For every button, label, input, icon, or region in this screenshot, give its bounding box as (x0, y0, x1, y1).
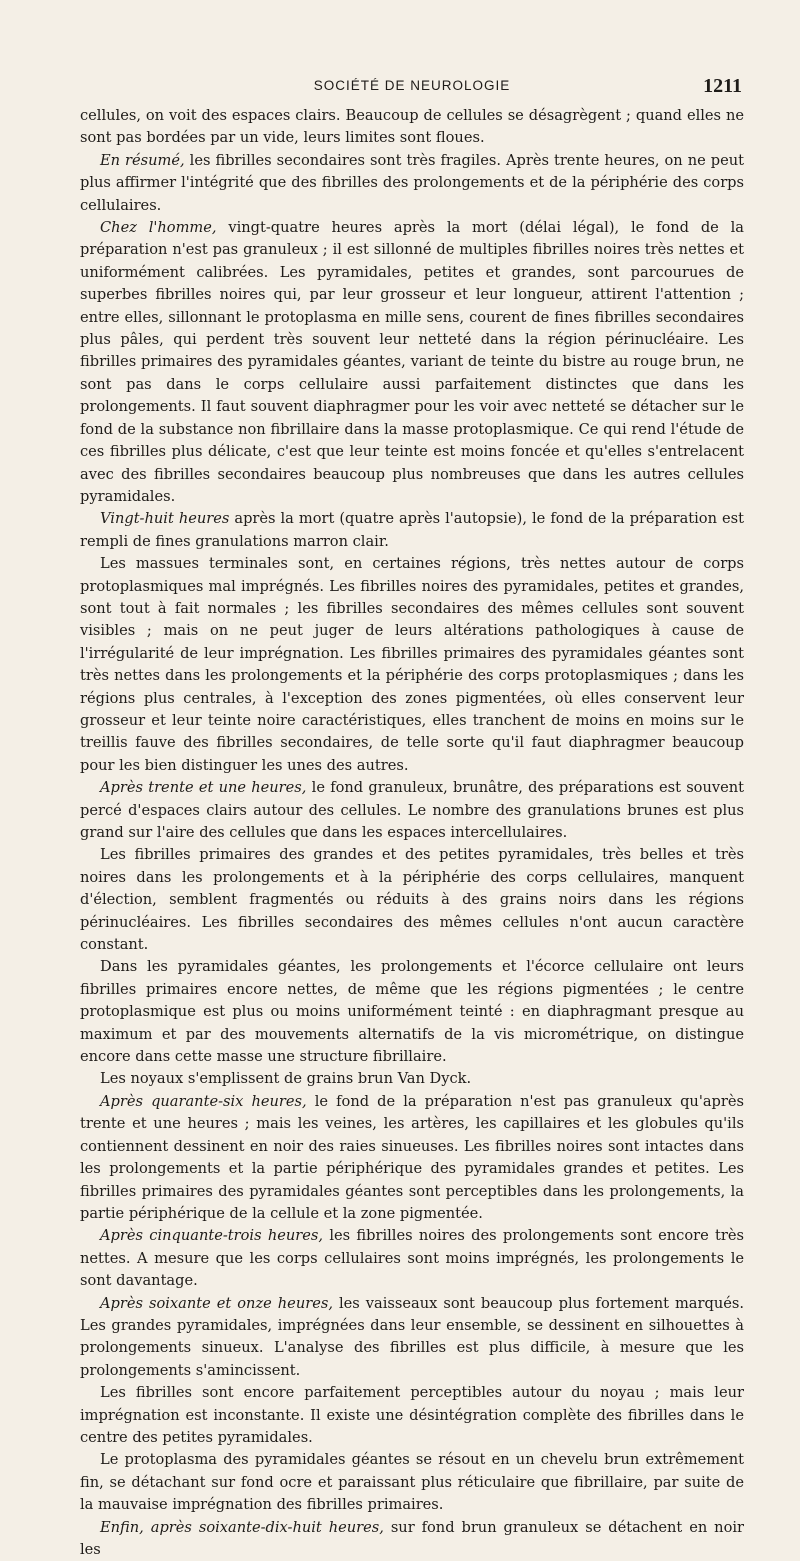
paragraph (80, 777, 744, 844)
paragraph (80, 1517, 744, 1561)
paragraph-text: vingt-quatre heures après la mort (délai légal), le fond de la préparation n'est pas granuleux ; il est sillonné de multiples fibrilles noires très nettes et uniformément calibrées. Les pyramidales, petites et grandes, sont parcourues de superbes fibrilles noires qui, par leur grosseur et leur longueur, attirent l'attention ; entre elles, sillonnant le protoplasma en mille sens, courent de fines fibrilles secondaires plus pâles, qui perdent très souvent leur netteté dans la région périnucléaire. Les fibrilles primaires des pyramidales géantes, variant de teinte du bistre au rouge brun, ne sont pas dans le corps cellulaire aussi parfaitement distinctes que dans les prolongements. Il faut souvent diaphragmer pour les voir avec netteté se détacher sur le fond de la substance non fibrillaire dans la masse protoplasmique. Ce qui rend l'étude de ces fibrilles plus délicate, c'est que leur teinte est moins foncée et qu'elles s'entrelacent avec des fibrilles secondaires beaucoup plus nombreuses que dans les autres cellules pyramidales. (80, 219, 744, 505)
paragraph (80, 1068, 744, 1090)
running-title: SOCIÉTÉ DE NEUROLOGIE (313, 78, 511, 93)
paragraph-lead: Après cinquante-trois heures, (100, 1227, 324, 1245)
paragraph (80, 844, 744, 956)
paragraph-lead: En résumé, (100, 151, 185, 169)
paragraph-lead: Enfin, après soixante-dix-huit heures, (100, 1518, 384, 1536)
paragraph-text: les fibrilles noires des prolongements sont encore très nettes. A mesure que les corps cellulaires sont moins imprégnés, les prolongements le sont davantage. (80, 1227, 744, 1290)
paragraph-text: après la mort (quatre après l'autopsie), le fond de la préparation est rempli de fines granulations marron clair. (80, 510, 744, 550)
paragraph (80, 1449, 744, 1516)
paragraph-text: les fibrilles secondaires sont très fragiles. Après trente heures, on ne peut plus affirmer l'intégrité que des fibrilles des prolongements et de la périphérie des corps cellulaires. (80, 151, 744, 214)
paragraph-text: le fond de la préparation n'est pas granuleux qu'après trente et une heures ; mais les veines, les artères, les capillaires et les globules qu'ils contiennent dessinent en noir des raies sinueuses. Les fibrilles noires sont intactes dans les prolongements et la partie périphérique des pyramidales grandes et petites. Les fibrilles primaires des pyramidales géantes sont perceptibles dans les prolongements, la partie périphérique de la cellule et la zone pigmentée. (80, 1092, 744, 1222)
paragraph-lead: Après trente et une heures, (100, 779, 307, 797)
paragraph-text: Les fibrilles primaires des grandes et des petites pyramidales, très belles et très noires dans les prolongements et à la périphérie des corps cellulaires, manquent d'élection, semblent fragmentés ou réduits à des grains noirs dans les régions périnucléaires. Les fibrilles secondaires des mêmes cellules n'ont aucun caractère constant. (80, 846, 744, 954)
paragraph (80, 956, 744, 1068)
paragraph-text: Le protoplasma des pyramidales géantes se résout en un chevelu brun extrêmement fin, se détachant sur fond ocre et paraissant plus réticulaire que fibrillaire, par suite de la mauvaise imprégnation des fibrilles primaires. (80, 1451, 744, 1514)
paragraph (80, 1382, 744, 1449)
paragraph-text: cellules, on voit des espaces clairs. Beaucoup de cellules se désagrègent ; quand elles ne sont pas bordées par un vide, leurs limites sont floues. (80, 107, 744, 147)
paragraph (80, 508, 744, 553)
paragraph-text: Les noyaux s'emplissent de grains brun Van Dyck. (100, 1070, 472, 1088)
paragraph (80, 150, 744, 217)
paragraph (80, 1091, 744, 1225)
paragraph-text: les vaisseaux sont beaucoup plus fortement marqués. Les grandes pyramidales, imprégnées dans leur ensemble, se dessinent en silhouettes à prolongements sinueux. L'analyse des fibrilles est plus difficile, à mesure que les prolongements s'amincissent. (80, 1294, 744, 1379)
paragraph (80, 217, 744, 508)
paragraph-text: Dans les pyramidales géantes, les prolongements et l'écorce cellulaire ont leurs fibrilles primaires encore nettes, de même que les régions pigmentées ; le centre protoplasmique est plus ou moins uniformément teinté : en diaphragmant presque au maximum et par des mouvements alternatifs de la vis micrométrique, on distingue encore dans cette masse une structure fibrillaire. (80, 958, 744, 1066)
paragraph-text: Les massues terminales sont, en certaines régions, très nettes autour de corps protoplasmiques mal imprégnés. Les fibrilles noires des pyramidales, petites et grandes, sont tout à fait normales ; les fibrilles secondaires des mêmes cellules sont souvent visibles ; mais on ne peut juger de leurs altérations pathologiques à cause de l'irrégularité de leur imprégnation. Les fibrilles primaires des pyramidales géantes sont très nettes dans les prolongements et la périphérie des corps protoplasmiques ; dans les régions plus centrales, à l'exception des zones pigmentées, où elles conservent leur grosseur et leur teinte noire caractéristiques, elles tranchent de moins en moins sur le treillis fauve des fibrilles secondaires, de telle sorte qu'il faut diaphragmer beaucoup pour les bien distinguer les unes des autres. (80, 555, 744, 774)
article-body (80, 105, 744, 1561)
paragraph-text: le fond granuleux, brunâtre, des préparations est souvent percé d'espaces clairs autour des cellules. Le nombre des granulations brunes est plus grand sur l'aire des cellules que dans les espaces intercellulaires. (80, 779, 745, 841)
paragraph (80, 1225, 744, 1292)
paragraph-lead: Après quarante-six heures, (100, 1092, 307, 1110)
paragraph (80, 105, 744, 150)
page-number: 1211 (703, 75, 742, 97)
page-header (82, 75, 742, 98)
paragraph-text: Les fibrilles sont encore parfaitement perceptibles autour du noyau ; mais leur imprégnation est inconstante. Il existe une désintégration complète des fibrilles dans le centre des petites pyramidales. (80, 1384, 744, 1446)
paragraph-text: sur fond brun granuleux se détachent en noir les (80, 1518, 744, 1558)
paragraph (80, 1293, 744, 1383)
paragraph-lead: Après soixante et onze heures, (100, 1294, 333, 1312)
paragraph-lead: Vingt-huit heures (100, 510, 230, 528)
paragraph (80, 553, 744, 777)
paragraph-lead: Chez l'homme, (100, 219, 217, 237)
